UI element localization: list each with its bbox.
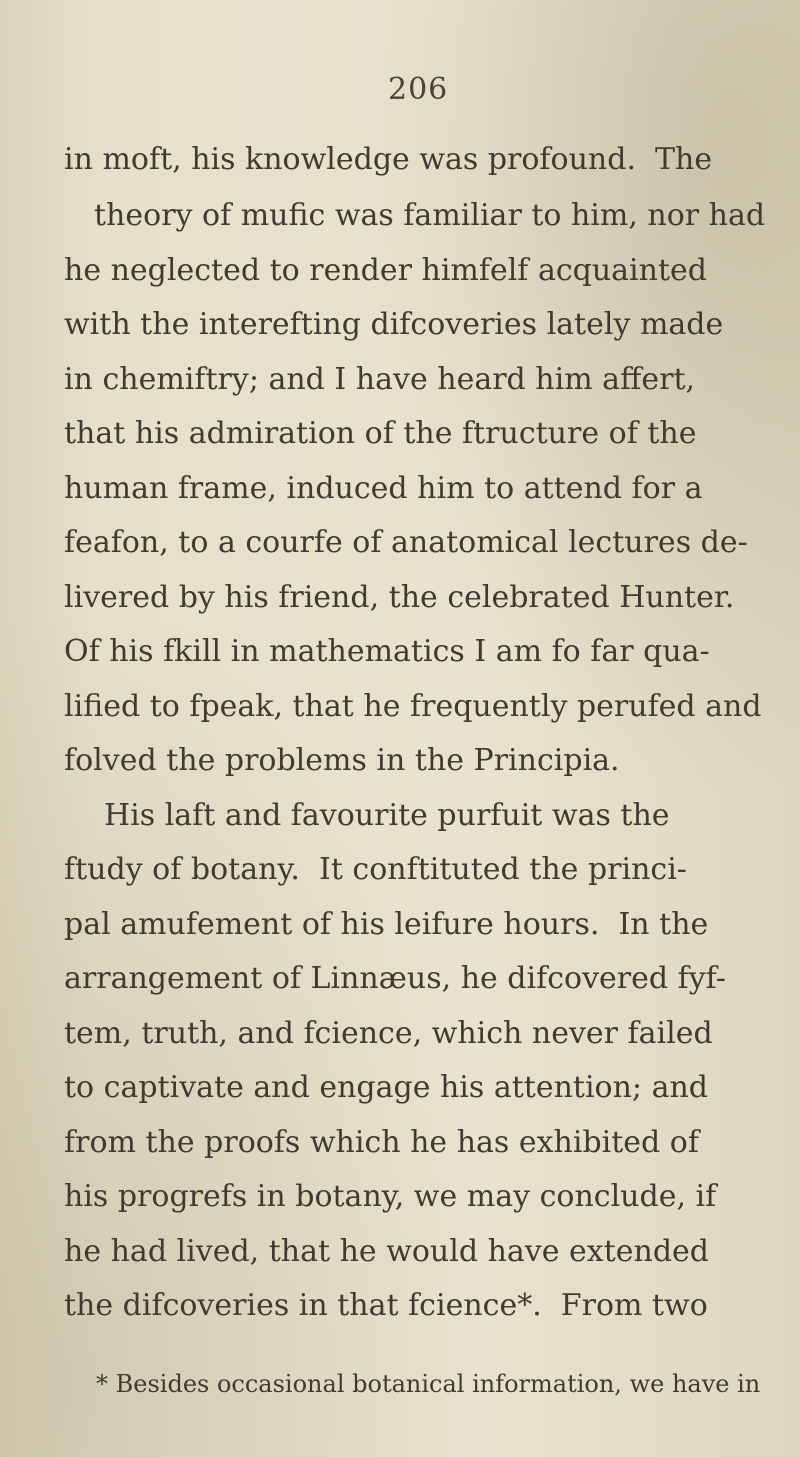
text-line: arrangement of Linnæus, he difcovered fyf- <box>64 961 726 996</box>
text-line: His laft and favourite purfuit was the <box>104 798 670 833</box>
text-line: livered by his friend, the celebrated Hunter. <box>64 580 735 615</box>
text-line: feafon, to a courfe of anatomical lectures de- <box>64 525 748 560</box>
text-line: his progrefs in botany, we may conclude, if <box>64 1179 717 1214</box>
text-line: from the proofs which he has exhibited of <box>64 1125 699 1160</box>
text-line: in moft, his knowledge was profound. The <box>64 142 713 177</box>
text-line: Of his fkill in mathematics I am fo far qua- <box>64 634 710 669</box>
page-number: 206 <box>388 72 449 107</box>
text-line: pal amufement of his leifure hours. In the <box>64 907 709 942</box>
text-line: with the interefting difcoveries lately made <box>64 307 724 342</box>
text-line: he neglected to render himfelf acquainted <box>64 253 707 288</box>
text-line: lified to fpeak, that he frequently perufed and <box>64 689 762 724</box>
text-line: in chemiftry; and I have heard him affert, <box>64 362 696 397</box>
footnote: * Besides occasional botanical information, we have in <box>96 1370 761 1398</box>
text-line: theory of mufic was familiar to him, nor had <box>94 198 766 233</box>
text-line: to captivate and engage his attention; and <box>64 1070 708 1105</box>
text-line: folved the problems in the Principia. <box>64 743 620 778</box>
text-line: the difcoveries in that fcience*. From two <box>64 1288 708 1323</box>
text-line: human frame, induced him to attend for a <box>64 471 703 506</box>
text-line: he had lived, that he would have extended <box>64 1234 709 1269</box>
text-line: tem, truth, and fcience, which never failed <box>64 1016 713 1051</box>
text-line: that his admiration of the ftructure of the <box>64 416 697 451</box>
text-line: ftudy of botany. It conftituted the princi- <box>64 852 687 887</box>
